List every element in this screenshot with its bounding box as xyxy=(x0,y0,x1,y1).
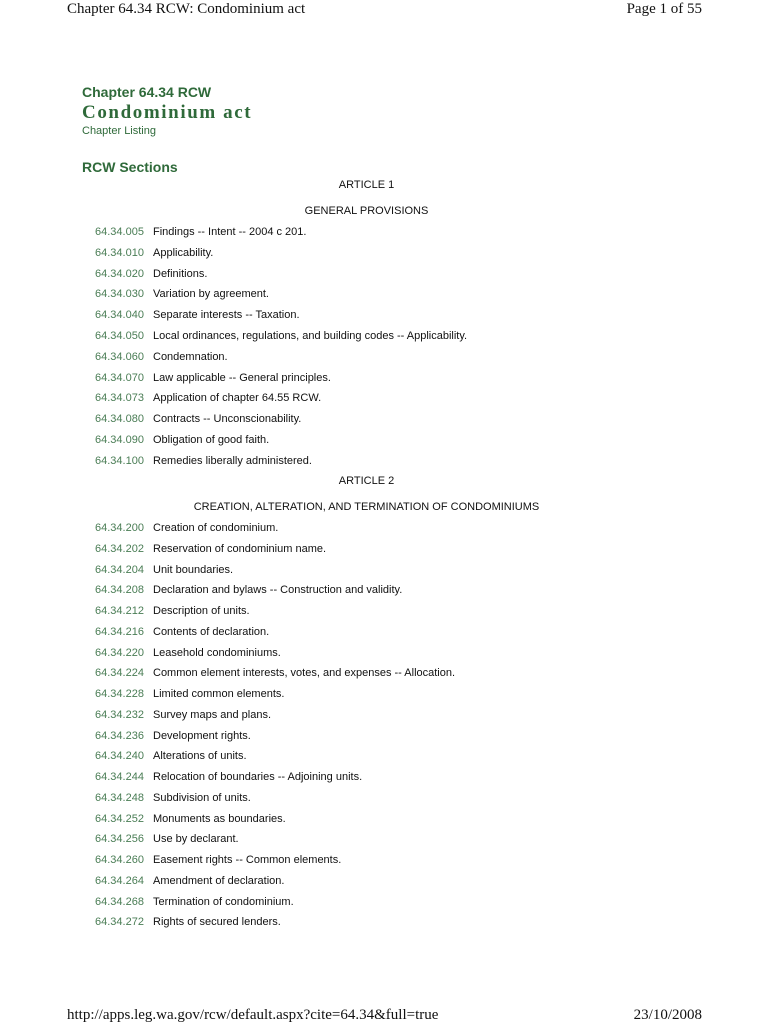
section-title: Description of units. xyxy=(153,605,250,617)
section-number-link[interactable]: 64.34.040 xyxy=(95,309,144,322)
section-number-link[interactable]: 64.34.050 xyxy=(95,330,144,342)
section-number-link[interactable]: 64.34.252 xyxy=(95,812,144,825)
section-title: Amendment of declaration. xyxy=(153,874,285,887)
section-number-link[interactable]: 64.34.073 xyxy=(95,392,144,405)
section-row xyxy=(95,792,251,804)
section-title: Monuments as boundaries. xyxy=(153,812,286,825)
section-row xyxy=(95,875,284,887)
section-title: Applicability. xyxy=(153,246,214,259)
section-number-link[interactable]: 64.34.005 xyxy=(95,226,144,238)
section-number-link[interactable]: 64.34.200 xyxy=(95,522,144,534)
section-row xyxy=(95,268,207,280)
section-title: Rights of secured lenders. xyxy=(153,916,281,929)
section-title: Limited common elements. xyxy=(153,688,285,700)
section-number-link[interactable]: 64.34.010 xyxy=(95,246,144,259)
section-title: Reservation of condominium name. xyxy=(153,542,327,555)
section-row xyxy=(95,709,271,721)
section-title: Termination of condominium. xyxy=(153,895,294,908)
section-row xyxy=(95,247,213,259)
section-row xyxy=(95,667,455,679)
section-number-link[interactable]: 64.34.208 xyxy=(95,584,144,597)
section-row xyxy=(95,730,251,742)
print-header xyxy=(67,1,702,18)
article-1-title: GENERAL PROVISIONS xyxy=(304,205,429,217)
section-row xyxy=(95,413,301,425)
section-title: Law applicable -- General principles. xyxy=(153,371,331,384)
section-title: Creation of condominium. xyxy=(153,522,279,534)
section-row xyxy=(95,392,321,404)
section-row xyxy=(95,309,300,321)
section-row xyxy=(95,605,250,617)
section-row xyxy=(95,434,269,446)
section-number-link[interactable]: 64.34.240 xyxy=(95,750,144,763)
section-title: Use by declarant. xyxy=(153,833,239,846)
article-1-label: ARTICLE 1 xyxy=(338,179,395,191)
chapter-title: Condominium act xyxy=(82,102,253,123)
section-number-link[interactable]: 64.34.256 xyxy=(95,833,144,846)
section-number-link[interactable]: 64.34.030 xyxy=(95,288,144,301)
section-number-link[interactable]: 64.34.090 xyxy=(95,434,144,446)
section-number-link[interactable]: 64.34.272 xyxy=(95,916,144,929)
section-row xyxy=(95,813,286,825)
section-number-link[interactable]: 64.34.224 xyxy=(95,667,144,680)
section-row xyxy=(95,372,331,384)
section-title: Obligation of good faith. xyxy=(153,434,270,446)
print-footer-date: 23/10/2008 xyxy=(633,1007,702,1023)
article-2-label: ARTICLE 2 xyxy=(338,475,395,487)
section-title: Variation by agreement. xyxy=(153,288,269,301)
section-title: Relocation of boundaries -- Adjoining units. xyxy=(153,771,363,783)
section-row xyxy=(95,522,278,534)
section-row xyxy=(95,916,281,928)
section-title: Definitions. xyxy=(153,267,208,280)
section-row xyxy=(95,351,228,363)
section-number-link[interactable]: 64.34.236 xyxy=(95,729,144,742)
section-row xyxy=(95,288,269,300)
section-number-link[interactable]: 64.34.268 xyxy=(95,895,144,908)
section-number-link[interactable]: 64.34.060 xyxy=(95,350,144,363)
section-title: Separate interests -- Taxation. xyxy=(153,309,300,322)
section-number-link[interactable]: 64.34.070 xyxy=(95,371,144,384)
section-title: Common element interests, votes, and expenses -- Allocation. xyxy=(153,667,456,680)
section-number-link[interactable]: 64.34.202 xyxy=(95,542,144,555)
section-number-link[interactable]: 64.34.264 xyxy=(95,874,144,887)
print-header-title: Chapter 64.34 RCW: Condominium act xyxy=(67,1,306,17)
section-number-link[interactable]: 64.34.080 xyxy=(95,413,144,426)
section-row xyxy=(95,330,467,342)
section-title: Survey maps and plans. xyxy=(153,708,272,721)
section-number-link[interactable]: 64.34.216 xyxy=(95,625,144,638)
section-row xyxy=(95,543,326,555)
print-footer xyxy=(67,1007,702,1024)
section-row xyxy=(95,854,341,866)
print-header-page-number: Page 1 of 55 xyxy=(626,1,702,17)
section-number-link[interactable]: 64.34.228 xyxy=(95,688,144,700)
section-row xyxy=(95,688,284,700)
section-title: Contracts -- Unconscionability. xyxy=(153,413,302,426)
section-row xyxy=(95,833,239,845)
rcw-sections-heading: RCW Sections xyxy=(82,159,178,175)
section-title: Subdivision of units. xyxy=(153,791,251,804)
section-number-link[interactable]: 64.34.020 xyxy=(95,267,144,280)
chapter-block xyxy=(82,84,252,138)
section-title: Development rights. xyxy=(153,729,251,742)
section-number-link[interactable]: 64.34.260 xyxy=(95,854,144,866)
section-number-link[interactable]: 64.34.248 xyxy=(95,791,144,804)
section-title: Easement rights -- Common elements. xyxy=(153,854,342,866)
section-title: Remedies liberally administered. xyxy=(153,454,312,467)
section-row xyxy=(95,647,281,659)
article-2-title: CREATION, ALTERATION, AND TERMINATION OF CONDOMINIUMS xyxy=(193,501,540,513)
chapter-number: Chapter 64.34 RCW xyxy=(82,84,212,100)
print-footer-url: http://apps.leg.wa.gov/rcw/default.aspx?cite=64.34&full=true xyxy=(67,1007,439,1023)
section-row xyxy=(95,584,402,596)
section-title: Application of chapter 64.55 RCW. xyxy=(153,392,322,405)
section-title: Alterations of units. xyxy=(153,750,247,763)
section-title: Unit boundaries. xyxy=(153,563,234,576)
section-row xyxy=(95,455,312,467)
section-number-link[interactable]: 64.34.244 xyxy=(95,771,144,783)
section-row xyxy=(95,771,362,783)
section-title: Contents of declaration. xyxy=(153,625,270,638)
section-row xyxy=(95,896,294,908)
section-number-link[interactable]: 64.34.100 xyxy=(95,454,144,467)
section-number-link[interactable]: 64.34.220 xyxy=(95,646,144,659)
section-row xyxy=(95,226,306,238)
section-row xyxy=(95,564,233,576)
section-title: Declaration and bylaws -- Construction and validity. xyxy=(153,584,403,597)
section-title: Local ordinances, regulations, and building codes -- Applicability. xyxy=(153,330,468,342)
section-number-link[interactable]: 64.34.212 xyxy=(95,605,144,617)
chapter-listing-link[interactable]: Chapter Listing xyxy=(82,125,156,137)
section-title: Findings -- Intent -- 2004 c 201. xyxy=(153,226,307,238)
section-row xyxy=(95,750,247,762)
section-title: Condemnation. xyxy=(153,350,228,363)
section-title: Leasehold condominiums. xyxy=(153,646,281,659)
section-row xyxy=(95,626,269,638)
section-number-link[interactable]: 64.34.204 xyxy=(95,563,144,576)
section-number-link[interactable]: 64.34.232 xyxy=(95,708,144,721)
